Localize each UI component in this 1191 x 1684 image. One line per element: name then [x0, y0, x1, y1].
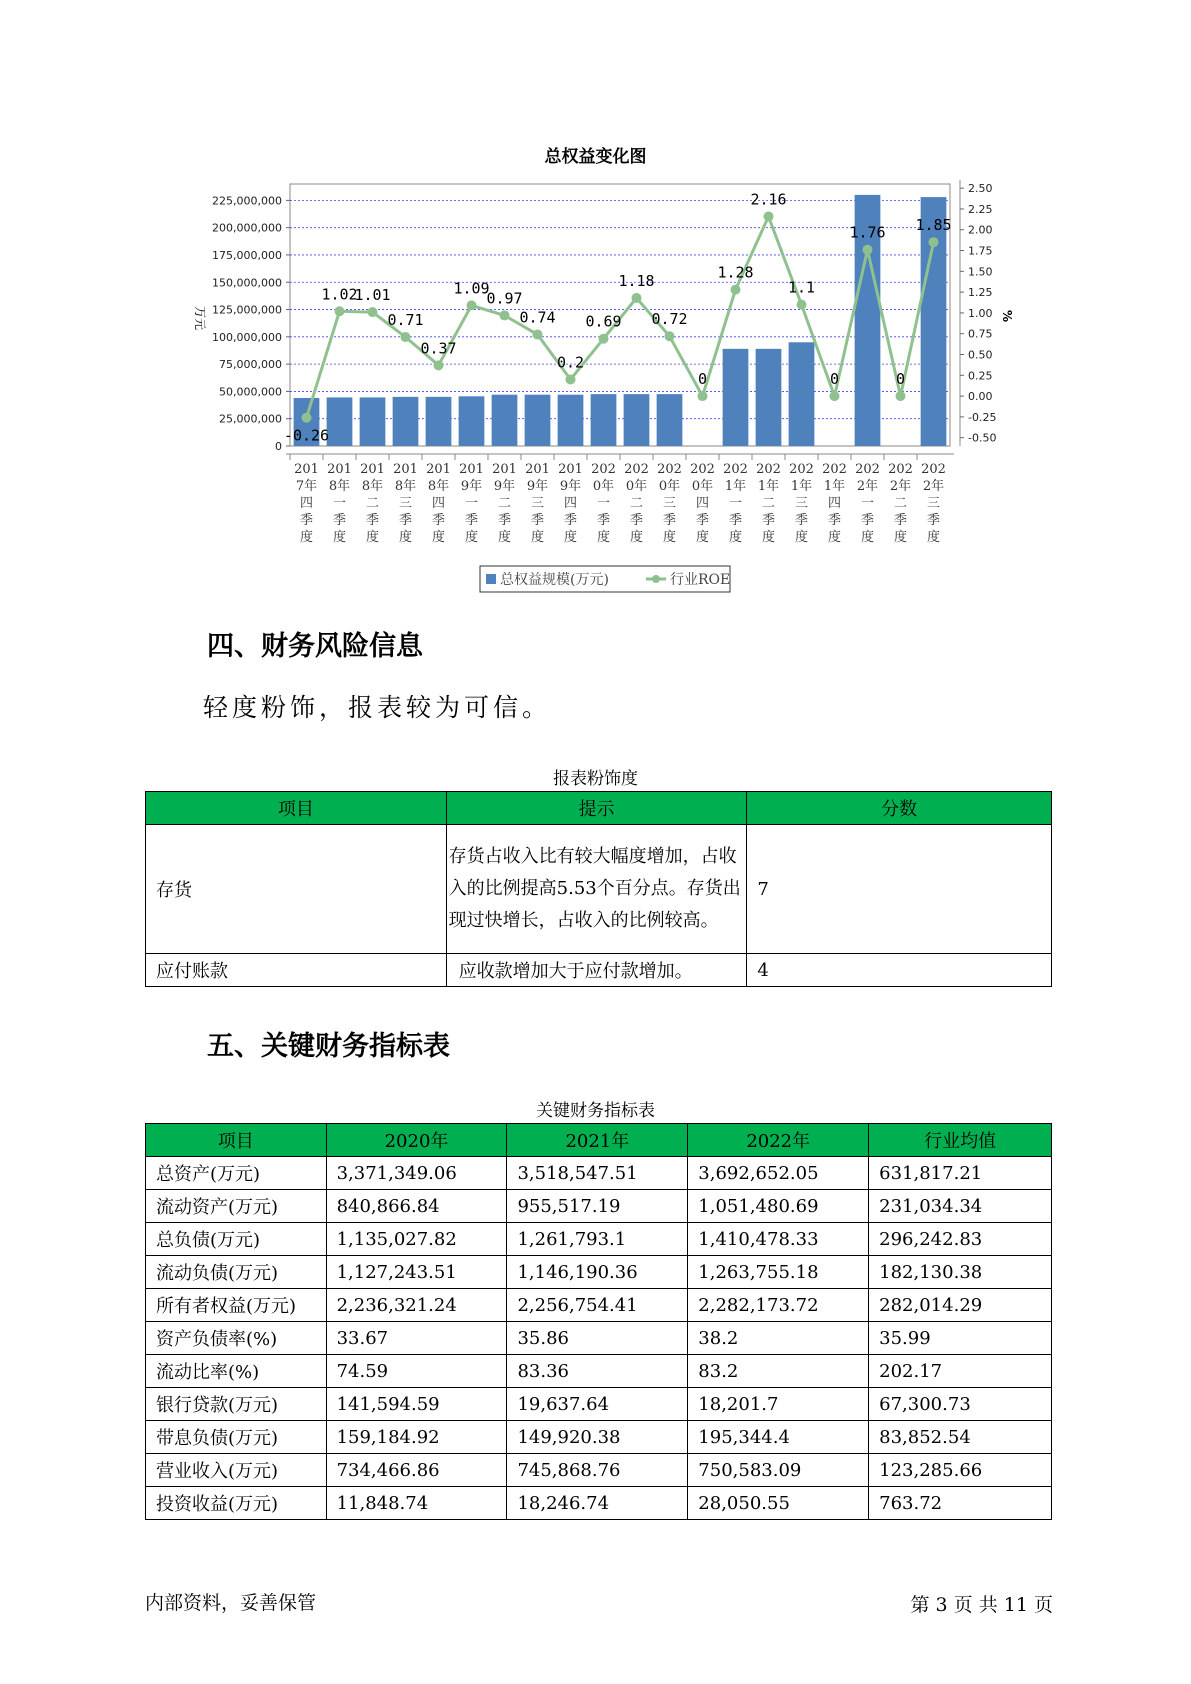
y-tick-label: 0 — [275, 440, 282, 453]
value-cell: 149,920.38 — [507, 1421, 688, 1454]
x-tick-label: 三 — [530, 496, 545, 511]
y2-tick-label: -0.25 — [968, 410, 997, 424]
y2-tick-label: 0.00 — [968, 390, 993, 404]
risk-summary: 轻度粉饰，报表较为可信。 — [203, 693, 552, 722]
roe-data-label: 1.01 — [354, 286, 391, 305]
x-tick-label: 202 — [624, 462, 649, 477]
value-cell: 28,050.55 — [688, 1487, 869, 1520]
roe-point — [467, 300, 477, 310]
y2-tick-label: 1.00 — [968, 306, 993, 320]
value-cell: 3,692,652.05 — [688, 1157, 869, 1190]
value-cell: 2,256,754.41 — [507, 1289, 688, 1322]
x-tick-label: 9年 — [526, 479, 549, 494]
value-cell: 750,583.09 — [688, 1454, 869, 1487]
x-tick-label: 201 — [525, 462, 550, 477]
roe-data-label: 0.74 — [519, 308, 556, 327]
table-row — [146, 825, 1052, 954]
roe-data-label: 0 — [895, 370, 906, 389]
row-label-cell: 带息负债(万元) — [146, 1421, 327, 1454]
x-tick-label: 四 — [827, 496, 842, 511]
x-tick-label: 202 — [591, 462, 616, 477]
table-row — [146, 954, 1052, 987]
x-tick-label: 二 — [365, 496, 380, 511]
y2-tick-label: 0.50 — [968, 348, 993, 362]
legend-line-marker — [652, 575, 660, 583]
x-tick-label: 度 — [893, 530, 908, 545]
x-tick-label: 一 — [728, 496, 743, 511]
x-tick-label: 一 — [464, 496, 479, 511]
roe-data-label: 2.16 — [750, 190, 787, 209]
roe-data-label: 0.37 — [420, 339, 457, 358]
risk-table — [145, 791, 1052, 987]
x-tick-label: 9年 — [559, 479, 582, 494]
x-tick-label: 季 — [794, 513, 809, 528]
footer-note: 内部资料，妥善保管 — [145, 1592, 317, 1614]
x-tick-label: 一 — [332, 496, 347, 511]
roe-point — [830, 391, 840, 401]
x-tick-label: 2年 — [889, 479, 912, 494]
x-tick-label: 201 — [558, 462, 583, 477]
y-tick-label: 25,000,000 — [219, 412, 282, 426]
value-cell: 3,518,547.51 — [507, 1157, 688, 1190]
row-label-cell: 流动负债(万元) — [146, 1256, 327, 1289]
y-tick-label: 225,000,000 — [212, 194, 282, 208]
row-label-cell: 总资产(万元) — [146, 1157, 327, 1190]
value-cell: 1,410,478.33 — [688, 1223, 869, 1256]
row-label-cell: 营业收入(万元) — [146, 1454, 327, 1487]
value-cell: 33.67 — [326, 1322, 507, 1355]
x-tick-label: 202 — [690, 462, 715, 477]
risk-item-cell: 存货 — [146, 825, 447, 954]
x-tick-label: 季 — [530, 513, 545, 528]
row-label-cell: 投资收益(万元) — [146, 1487, 327, 1520]
x-tick-label: 季 — [629, 513, 644, 528]
roe-point — [863, 245, 873, 255]
row-label-cell: 银行贷款(万元) — [146, 1388, 327, 1421]
value-cell: 955,517.19 — [507, 1190, 688, 1223]
header-cell: 项目 — [146, 1124, 327, 1157]
row-label-cell: 流动资产(万元) — [146, 1190, 327, 1223]
x-tick-label: 0年 — [658, 479, 681, 494]
x-tick-label: 二 — [497, 496, 512, 511]
x-tick-label: 201 — [393, 462, 418, 477]
y-tick-label: 50,000,000 — [219, 385, 282, 399]
roe-point — [599, 334, 609, 344]
x-tick-label: 度 — [827, 530, 842, 545]
x-tick-label: 度 — [299, 530, 314, 545]
y2-axis-title: % — [1000, 309, 1014, 323]
x-tick-label: 202 — [822, 462, 847, 477]
x-tick-label: 9年 — [460, 479, 483, 494]
x-tick-label: 202 — [657, 462, 682, 477]
risk-hint-text: 存货占收入比有较大幅度增加，占收入的比例提高5.53个百分点。存货出现过快增长，占收入的比例较高。 — [448, 846, 741, 931]
x-tick-label: 季 — [860, 513, 875, 528]
y2-tick-label: -0.50 — [968, 431, 997, 445]
y-tick-label: 175,000,000 — [212, 248, 282, 262]
value-cell: 182,130.38 — [869, 1256, 1052, 1289]
legend-bar-label: 总权益规模(万元) — [500, 572, 609, 588]
roe-point — [698, 391, 708, 401]
bar — [591, 394, 617, 446]
value-cell: 74.59 — [326, 1355, 507, 1388]
bar — [459, 396, 485, 446]
risk-hint-cell — [446, 825, 747, 954]
x-tick-label: 一 — [860, 496, 875, 511]
roe-point — [335, 306, 345, 316]
x-tick-label: 201 — [360, 462, 385, 477]
x-tick-label: 202 — [789, 462, 814, 477]
roe-point — [665, 331, 675, 341]
x-tick-label: 1年 — [757, 479, 780, 494]
bar — [624, 394, 650, 446]
x-tick-label: 度 — [662, 530, 677, 545]
roe-data-label: 0.72 — [651, 310, 688, 329]
header-cell: 项目 — [146, 792, 447, 825]
x-tick-label: 202 — [756, 462, 781, 477]
x-tick-label: 四 — [431, 496, 446, 511]
bar — [492, 395, 518, 446]
bar — [756, 349, 782, 446]
x-tick-label: 度 — [695, 530, 710, 545]
roe-point — [500, 310, 510, 320]
x-tick-label: 201 — [426, 462, 451, 477]
x-tick-label: 202 — [888, 462, 913, 477]
y2-tick-label: 0.25 — [968, 369, 993, 383]
value-cell: 83,852.54 — [869, 1421, 1052, 1454]
value-cell: 1,263,755.18 — [688, 1256, 869, 1289]
roe-point — [302, 413, 312, 423]
roe-point — [632, 293, 642, 303]
x-tick-label: 202 — [855, 462, 880, 477]
bar — [393, 397, 419, 446]
value-cell: 1,135,027.82 — [326, 1223, 507, 1256]
bar — [921, 197, 947, 446]
x-tick-label: 度 — [596, 530, 611, 545]
indicators-heading: 五、关键财务指标表 — [207, 1031, 450, 1062]
value-cell: 1,127,243.51 — [326, 1256, 507, 1289]
value-cell: 18,201.7 — [688, 1388, 869, 1421]
x-tick-label: 2年 — [856, 479, 879, 494]
value-cell: 3,371,349.06 — [326, 1157, 507, 1190]
x-tick-label: 8年 — [328, 479, 351, 494]
x-tick-label: 201 — [459, 462, 484, 477]
y2-tick-label: 1.50 — [968, 265, 993, 279]
x-tick-label: 二 — [629, 496, 644, 511]
x-tick-label: 度 — [530, 530, 545, 545]
x-tick-label: 季 — [827, 513, 842, 528]
value-cell: 1,261,793.1 — [507, 1223, 688, 1256]
roe-data-label: 1.28 — [717, 263, 754, 282]
x-tick-label: 201 — [492, 462, 517, 477]
risk-score-cell: 7 — [747, 825, 1052, 954]
bar — [558, 395, 584, 446]
y2-tick-label: 1.25 — [968, 286, 993, 300]
x-tick-label: 1年 — [823, 479, 846, 494]
y2-tick-label: 0.75 — [968, 327, 993, 341]
value-cell: 83.2 — [688, 1355, 869, 1388]
value-cell: 67,300.73 — [869, 1388, 1052, 1421]
value-cell: 296,242.83 — [869, 1223, 1052, 1256]
value-cell: 83.36 — [507, 1355, 688, 1388]
value-cell: 35.86 — [507, 1322, 688, 1355]
x-tick-label: 季 — [332, 513, 347, 528]
y-tick-label: 75,000,000 — [219, 358, 282, 372]
value-cell: 202.17 — [869, 1355, 1052, 1388]
chart-title: 总权益变化图 — [544, 147, 647, 167]
table-header-row — [146, 792, 1052, 825]
value-cell: 2,282,173.72 — [688, 1289, 869, 1322]
header-cell: 提示 — [446, 792, 747, 825]
roe-point — [731, 285, 741, 295]
x-tick-label: 度 — [431, 530, 446, 545]
table-row — [146, 1388, 1052, 1421]
x-tick-label: 8年 — [427, 479, 450, 494]
roe-point — [434, 360, 444, 370]
y2-tick-label: 2.25 — [968, 202, 993, 216]
x-tick-label: 度 — [464, 530, 479, 545]
x-tick-label: 度 — [398, 530, 413, 545]
indicators-table — [145, 1123, 1052, 1520]
x-tick-label: 季 — [893, 513, 908, 528]
value-cell: 141,594.59 — [326, 1388, 507, 1421]
row-label-cell: 流动比率(%) — [146, 1355, 327, 1388]
risk-heading: 四、财务风险信息 — [207, 631, 423, 662]
row-label-cell: 总负债(万元) — [146, 1223, 327, 1256]
x-tick-label: 度 — [563, 530, 578, 545]
value-cell: 231,034.34 — [869, 1190, 1052, 1223]
value-cell: 2,236,321.24 — [326, 1289, 507, 1322]
x-tick-label: 季 — [365, 513, 380, 528]
x-tick-label: 2年 — [922, 479, 945, 494]
roe-data-label: -0.26 — [283, 426, 330, 445]
roe-data-label: 0.2 — [556, 353, 585, 372]
table-row — [146, 1454, 1052, 1487]
roe-point — [368, 307, 378, 317]
header-cell: 2021年 — [507, 1124, 688, 1157]
bar — [789, 342, 815, 446]
x-tick-label: 季 — [497, 513, 512, 528]
risk-hint-cell: 应收款增加大于应付款增加。 — [446, 954, 747, 987]
x-tick-label: 一 — [596, 496, 611, 511]
y-tick-label: 200,000,000 — [212, 221, 282, 235]
bar — [525, 395, 551, 446]
value-cell: 18,246.74 — [507, 1487, 688, 1520]
header-cell: 分数 — [747, 792, 1052, 825]
x-tick-label: 度 — [629, 530, 644, 545]
x-tick-label: 季 — [299, 513, 314, 528]
bar — [327, 397, 353, 446]
page-suffix: 页 — [1033, 1594, 1053, 1616]
roe-data-label: 0 — [829, 370, 840, 389]
bar — [657, 394, 683, 446]
table-row — [146, 1289, 1052, 1322]
roe-point — [797, 300, 807, 310]
bar — [426, 397, 452, 446]
y2-tick-label: 1.75 — [968, 244, 993, 258]
table-row — [146, 1256, 1052, 1289]
x-tick-label: 季 — [695, 513, 710, 528]
value-cell: 840,866.84 — [326, 1190, 507, 1223]
bar — [360, 397, 386, 446]
x-tick-label: 度 — [926, 530, 941, 545]
header-cell: 2020年 — [326, 1124, 507, 1157]
roe-point — [764, 211, 774, 221]
value-cell: 19,637.64 — [507, 1388, 688, 1421]
x-tick-label: 季 — [728, 513, 743, 528]
row-label-cell: 所有者权益(万元) — [146, 1289, 327, 1322]
x-tick-label: 三 — [662, 496, 677, 511]
roe-point — [896, 391, 906, 401]
x-tick-label: 度 — [794, 530, 809, 545]
bar — [723, 349, 749, 446]
risk-item-cell: 应付账款 — [146, 954, 447, 987]
x-tick-label: 三 — [926, 496, 941, 511]
x-tick-label: 三 — [794, 496, 809, 511]
value-cell: 195,344.4 — [688, 1421, 869, 1454]
x-tick-label: 202 — [723, 462, 748, 477]
x-tick-label: 1年 — [724, 479, 747, 494]
roe-data-label: 1.76 — [849, 223, 886, 242]
x-tick-label: 季 — [563, 513, 578, 528]
page-indicator — [910, 1590, 1053, 1617]
row-label-cell: 资产负债率(%) — [146, 1322, 327, 1355]
x-tick-label: 季 — [662, 513, 677, 528]
roe-data-label: 1.09 — [453, 279, 490, 298]
roe-point — [533, 330, 543, 340]
x-tick-label: 季 — [464, 513, 479, 528]
x-tick-label: 201 — [294, 462, 319, 477]
x-tick-label: 0年 — [691, 479, 714, 494]
page-total: 11 — [1003, 1594, 1028, 1616]
y2-tick-label: 2.00 — [968, 223, 993, 237]
page-number: 3 — [935, 1594, 948, 1616]
x-tick-label: 7年 — [295, 479, 318, 494]
roe-data-label: 1.18 — [618, 271, 655, 290]
x-tick-label: 202 — [921, 462, 946, 477]
x-tick-label: 8年 — [394, 479, 417, 494]
value-cell: 123,285.66 — [869, 1454, 1052, 1487]
risk-score-cell: 4 — [747, 954, 1052, 987]
indicators-body — [146, 1157, 1052, 1520]
page-prefix: 第 — [910, 1594, 930, 1616]
y-axis-title: 万元 — [193, 305, 207, 331]
x-tick-label: 9年 — [493, 479, 516, 494]
x-tick-label: 四 — [299, 496, 314, 511]
x-tick-label: 四 — [563, 496, 578, 511]
table-row — [146, 1190, 1052, 1223]
table-header-row — [146, 1124, 1052, 1157]
equity-chart — [0, 0, 1191, 600]
x-tick-label: 季 — [926, 513, 941, 528]
y-tick-label: 100,000,000 — [212, 330, 282, 344]
value-cell: 159,184.92 — [326, 1421, 507, 1454]
value-cell: 282,014.29 — [869, 1289, 1052, 1322]
roe-point — [929, 237, 939, 247]
value-cell: 1,051,480.69 — [688, 1190, 869, 1223]
y-tick-label: 150,000,000 — [212, 276, 282, 290]
roe-point — [566, 374, 576, 384]
x-tick-label: 0年 — [625, 479, 648, 494]
table-row — [146, 1355, 1052, 1388]
header-cell: 2022年 — [688, 1124, 869, 1157]
x-tick-label: 8年 — [361, 479, 384, 494]
roe-data-label: 0.71 — [387, 311, 424, 330]
x-tick-label: 二 — [893, 496, 908, 511]
table-row — [146, 1487, 1052, 1520]
table-row — [146, 1223, 1052, 1256]
roe-data-label: 0.69 — [585, 312, 622, 331]
x-tick-label: 度 — [365, 530, 380, 545]
table-row — [146, 1157, 1052, 1190]
indicators-table-caption: 关键财务指标表 — [536, 1101, 655, 1121]
x-tick-label: 度 — [728, 530, 743, 545]
x-tick-label: 度 — [497, 530, 512, 545]
roe-data-label: 0.97 — [486, 289, 523, 308]
x-tick-label: 1年 — [790, 479, 813, 494]
page-mid: 页 共 — [953, 1594, 998, 1616]
table-row — [146, 1322, 1052, 1355]
value-cell: 1,146,190.36 — [507, 1256, 688, 1289]
value-cell: 38.2 — [688, 1322, 869, 1355]
x-tick-label: 季 — [398, 513, 413, 528]
header-cell: 行业均值 — [869, 1124, 1052, 1157]
x-tick-label: 度 — [860, 530, 875, 545]
x-tick-label: 季 — [596, 513, 611, 528]
x-tick-label: 度 — [332, 530, 347, 545]
x-tick-label: 度 — [761, 530, 776, 545]
legend-bar-swatch — [486, 574, 496, 584]
value-cell: 745,868.76 — [507, 1454, 688, 1487]
x-tick-label: 四 — [695, 496, 710, 511]
x-tick-label: 季 — [431, 513, 446, 528]
value-cell: 734,466.86 — [326, 1454, 507, 1487]
roe-data-label: 1.02 — [321, 285, 358, 304]
x-tick-label: 201 — [327, 462, 352, 477]
value-cell: 631,817.21 — [869, 1157, 1052, 1190]
table-row — [146, 1421, 1052, 1454]
value-cell: 35.99 — [869, 1322, 1052, 1355]
roe-data-label: 1.1 — [787, 278, 816, 297]
y2-tick-label: 2.50 — [968, 182, 993, 196]
x-tick-label: 三 — [398, 496, 413, 511]
roe-data-label: 0 — [697, 370, 708, 389]
roe-data-label: 1.85 — [915, 216, 952, 235]
value-cell: 763.72 — [869, 1487, 1052, 1520]
x-tick-label: 季 — [761, 513, 776, 528]
risk-table-caption: 报表粉饰度 — [553, 769, 638, 789]
value-cell: 11,848.74 — [326, 1487, 507, 1520]
x-tick-label: 二 — [761, 496, 776, 511]
y-tick-label: 125,000,000 — [212, 303, 282, 317]
legend-line-label: 行业ROE — [670, 572, 731, 588]
x-tick-label: 0年 — [592, 479, 615, 494]
roe-point — [401, 332, 411, 342]
